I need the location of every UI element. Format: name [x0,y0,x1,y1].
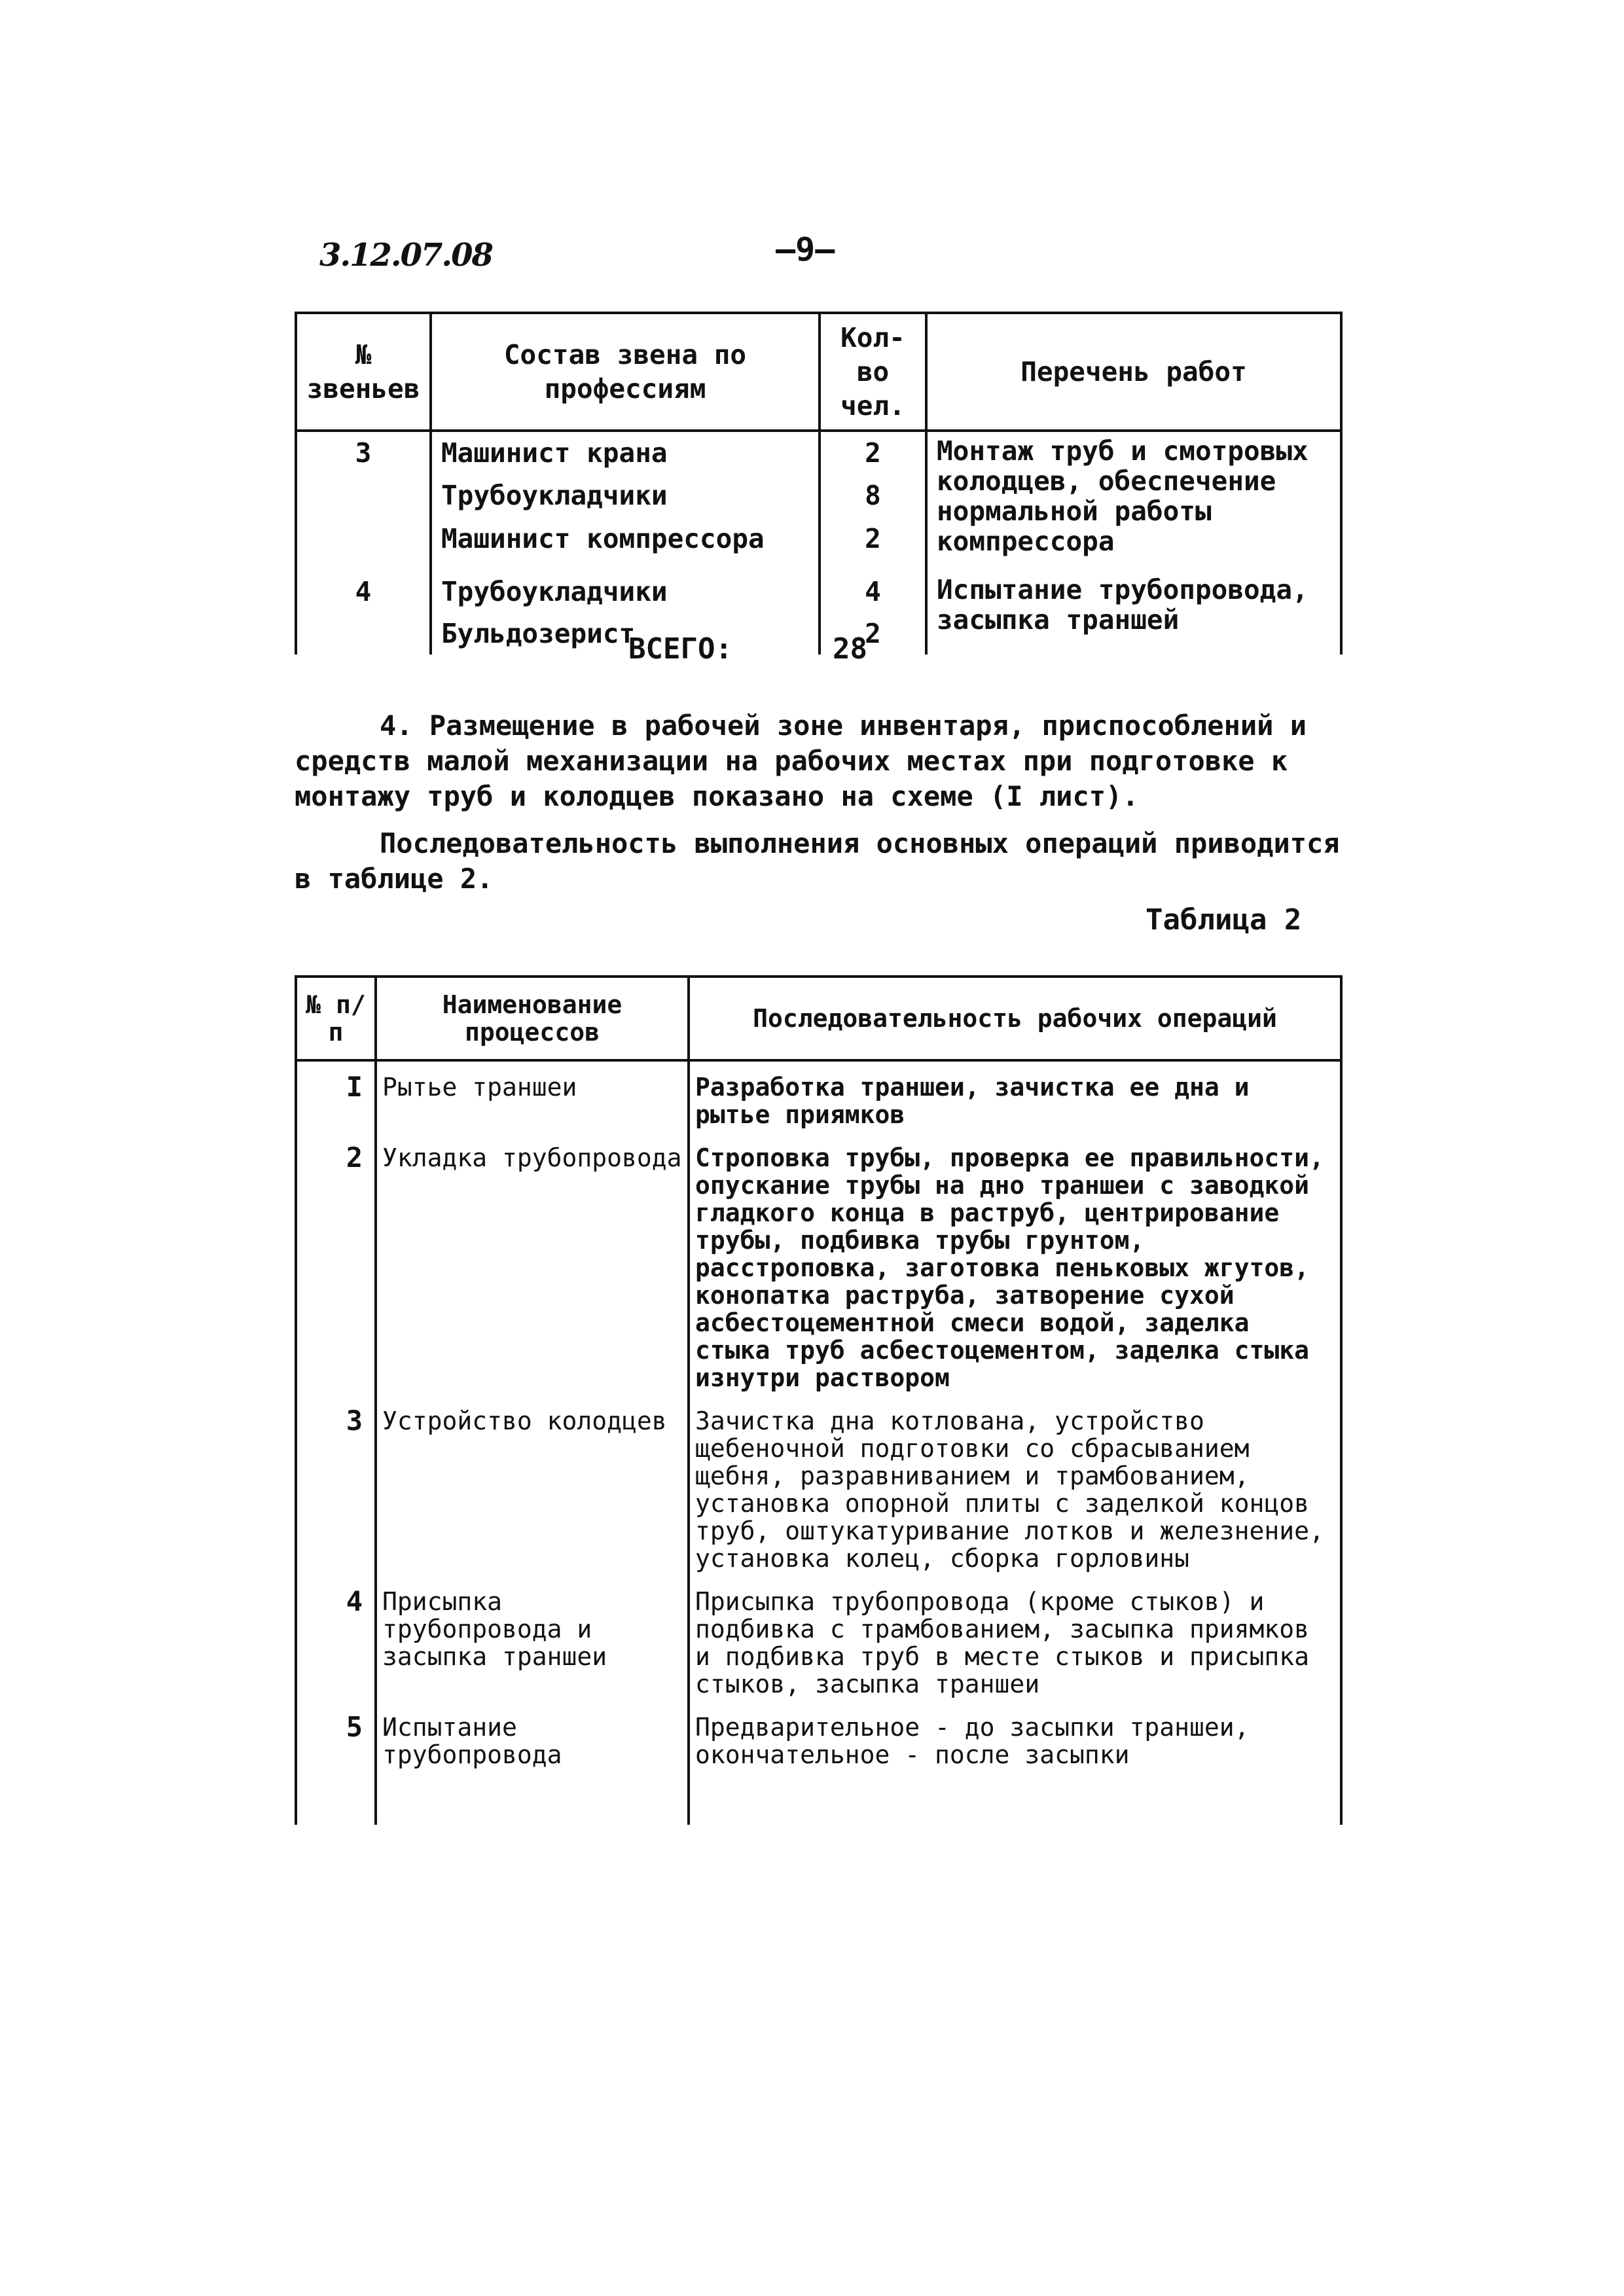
profession: Трубоукладчики [431,475,820,517]
process-name: Устройство колодцев [376,1398,689,1579]
operation-sequence: Строповка трубы, проверка ее правильности, опускание трубы на дно траншеи с заводкой гладкого конца в раструб, центрирование трубы, подбивка трубы грунтом, расстроповка, заготовка пеньковых жгутов, конопатка раструба, затворение сухой асбестоцементной смеси водой, заделка стыка труб асбестоцементом, заделка стыка изнутри раствором [689,1135,1341,1398]
operation-sequence: Разработка траншеи, зачистка ее дна и рытье приямков [689,1060,1341,1135]
table-row [296,1135,1341,1398]
profession: Бульдозерист [431,613,820,655]
total-label: ВСЕГО: [628,632,732,666]
process-name: Испытание трубопровода [376,1704,689,1825]
item-number: 2 [296,1135,376,1398]
worker-count: 2 [820,613,926,655]
table-row [296,1060,1341,1135]
item-number: 4 [296,1579,376,1704]
document-code: 3.12.07.08 [319,237,492,274]
process-name: Рытье траншеи [376,1060,689,1135]
header-process-name: Наименование процессов [376,977,689,1060]
paragraph-layout: 4. Размещение в рабочей зоне инвентаря, приспособлений и средств малой механизации на рабочих местах при подготовке к монтажу труб и колодцев показано на схеме (I лист). [295,709,1307,812]
worker-count: 2 [820,431,926,475]
header-crew-count: Кол-во чел. [820,313,926,431]
profession: Машинист крана [431,431,820,475]
crew-table-header [296,313,1341,431]
page-number: —9— [776,230,835,268]
paragraph-sequence: Последовательность выполнения основных операций приводится в таблице 2. [295,827,1340,895]
operation-sequence: Присыпка трубопровода (кроме стыков) и подбивка с трамбованием, засыпка приямков и подбивка труб в месте стыков и присыпка стыков, засыпка траншеи [689,1579,1341,1704]
operation-sequence: Зачистка дна котлована, устройство щебеночной подготовки со сбрасыванием щебня, разравниванием и трамбованием, установка опорной плиты с заделкой концов труб, оштукатуривание лотков и железнение, установка колец, сборка горловины [689,1398,1341,1579]
header-item-number: № п/п [296,977,376,1060]
process-name: Укладка трубопровода [376,1135,689,1398]
table-row [296,1704,1341,1825]
header-work-list: Перечень работ [926,313,1341,431]
work-list: Монтаж труб и смотровых колодцев, обеспечение нормальной работы компрессора [926,431,1341,560]
worker-count: 4 [820,571,926,613]
crew-number: 4 [296,571,431,613]
crew-table [295,312,1343,655]
worker-count: 8 [820,475,926,517]
item-number: 5 [296,1704,376,1825]
table-row [296,571,1341,613]
operation-sequence: Предварительное - до засыпки траншеи, окончательное - после засыпки [689,1704,1341,1825]
table-row [296,1398,1341,1579]
total-value: 28 [833,632,867,666]
process-name: Присыпка трубопровода и засыпка траншеи [376,1579,689,1704]
table-row [296,1579,1341,1704]
item-number: 3 [296,1398,376,1579]
work-list: Испытание трубопровода, засыпка траншей [926,571,1341,655]
header-crew-number: № звеньев [296,313,431,431]
item-number: I [296,1060,376,1135]
operations-table-header [296,977,1341,1060]
operations-table [295,975,1343,1825]
worker-count: 2 [820,518,926,560]
table-caption: Таблица 2 [1146,903,1302,937]
profession: Машинист компрессора [431,518,820,560]
crew-number: 3 [296,431,431,475]
table-row [296,431,1341,475]
header-operation-sequence: Последовательность рабочих операций [689,977,1341,1060]
profession: Трубоукладчики [431,571,820,613]
header-crew-composition: Состав звена по профессиям [431,313,820,431]
